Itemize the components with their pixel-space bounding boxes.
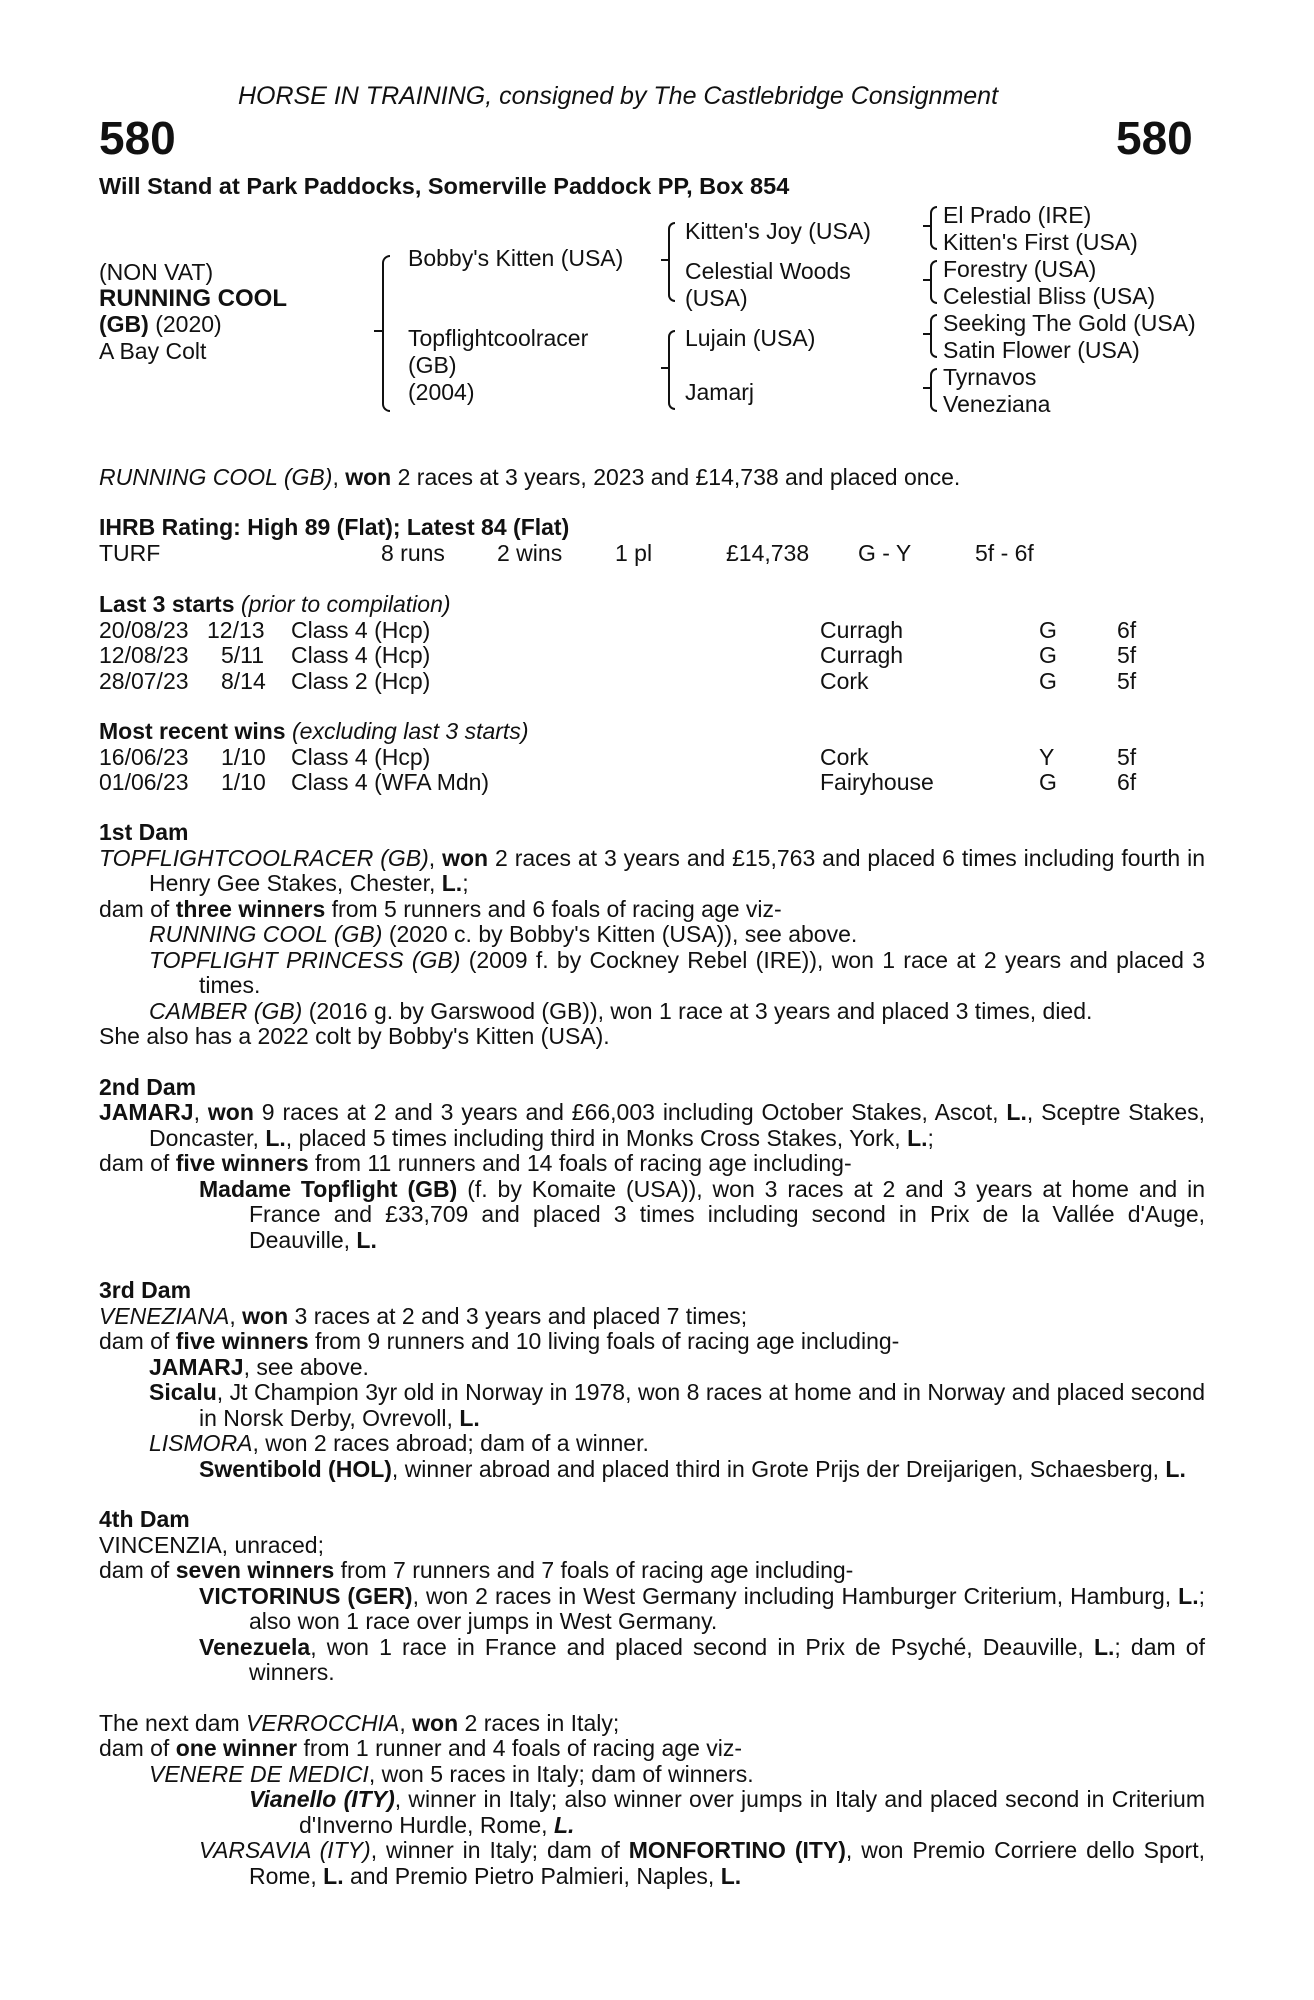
pedigree-sire: Bobby's Kitten (USA) [408, 245, 624, 271]
third-dam-produce [99, 1329, 1205, 1355]
rating-surface: TURF [99, 540, 161, 566]
pedigree-dsd: Satin Flower (USA) [943, 337, 1140, 363]
third-dam-child [99, 1380, 1205, 1431]
child-name: RUNNING COOL (GB) [149, 921, 383, 947]
child-name: Madame Topflight (GB) [199, 1175, 458, 1202]
grandchild-name: MONFORTINO (ITY) [628, 1837, 846, 1863]
win-position: 1/10 [221, 769, 266, 795]
start-course: Curragh [820, 616, 904, 643]
ihrb-rating: IHRB Rating: High 89 (Flat); Latest 84 (Flat) [99, 514, 570, 540]
third-dam-child [99, 1431, 1205, 1457]
win-course: Cork [820, 743, 869, 770]
pedigree-dam-line1: Topflightcoolracer [408, 325, 589, 351]
listed-marker: L. [1093, 1633, 1115, 1660]
vat-status: (NON VAT) [99, 259, 214, 285]
start-course: Curragh [820, 642, 904, 668]
listed-marker: L. [553, 1811, 575, 1838]
start-position: 5/11 [221, 642, 265, 668]
child-rest: (2016 g. by Garswood (GB)), won 1 race at 3 years and placed 3 times, died. [302, 997, 1093, 1024]
child-rest: ; also won 1 race over jumps in West Germany. [249, 1582, 1205, 1634]
text: 2 races in Italy; [458, 1709, 620, 1736]
next-dam-record: The next dam VERROCCHIA, won 2 races in Italy; [99, 1709, 620, 1736]
start-date: 28/07/23 [99, 667, 189, 694]
race-summary: RUNNING COOL (GB), won 2 races at 3 years, 2023 and £14,738 and placed once. [99, 464, 961, 490]
first-dam-child [99, 922, 1205, 948]
pedigree-brace [668, 330, 675, 410]
first-dam-record: TOPFLIGHTCOOLRACER (GB), won 2 races at 3 years and £15,763 and placed 6 times including fourth in Henry Gee Stakes, Chester, L.; [99, 844, 1206, 896]
second-dam-record: JAMARJ, won 9 races at 2 and 3 years and £66,003 including October Stakes, Ascot, L., Sceptre Stakes, Doncaster, L., placed 5 times including third in Monks Cross Stakes, York, L.; [99, 1099, 1206, 1151]
child-rest: , winner in Italy; dam of [370, 1837, 629, 1863]
fourth-dam-heading: 4th Dam [99, 1506, 190, 1532]
pedigree-ddd: Veneziana [943, 391, 1051, 417]
fourth-dam-produce [99, 1558, 1205, 1584]
rating-going: G - Y [858, 540, 912, 566]
text: , placed 5 times including third in Monks Cross Stakes, York, [285, 1124, 908, 1151]
pedigree-brace [382, 255, 390, 412]
next-dam-grandchild [99, 1787, 1205, 1838]
pedigree-sss: El Prado (IRE) [943, 202, 1092, 228]
win-race: Class 4 (WFA Mdn) [291, 769, 490, 795]
child-rest: , won 2 races in West Germany including Hamburger Criterium, Hamburg, [412, 1582, 1179, 1609]
listed-marker: L. [907, 1124, 928, 1151]
recent-wins-note: (excluding last 3 starts) [285, 718, 529, 744]
pedigree-sire-dam-line2: (USA) [685, 285, 748, 311]
won-label: won [207, 1099, 254, 1125]
pedigree-dam-sire: Lujain (USA) [685, 325, 816, 351]
text: from 7 runners and 7 foals of racing age including- [334, 1557, 854, 1583]
child-rest: , see above. [243, 1353, 369, 1380]
table-row [99, 669, 1205, 695]
second-dam-produce [99, 1151, 1205, 1177]
child-rest: , won 5 races in Italy; dam of winners. [368, 1760, 754, 1787]
start-race: Class 2 (Hcp) [291, 667, 431, 694]
child-rest: ; dam of winners. [249, 1633, 1205, 1685]
winners-count: three winners [175, 895, 326, 922]
text: from 5 runners and 6 foals of racing age viz- [325, 895, 782, 922]
first-dam-heading: 1st Dam [99, 819, 189, 845]
table-row [99, 618, 1205, 644]
first-dam-rest: 2 races at 3 years and £15,763 and placed 6 times including fourth in Henry Gee Stakes, Chester, [149, 844, 1206, 896]
third-dam-heading: 3rd Dam [99, 1277, 192, 1303]
listed-marker: L. [1178, 1582, 1199, 1609]
summary-won: won [345, 464, 392, 490]
next-dam-produce [99, 1736, 1205, 1762]
horse-origin-year [99, 312, 222, 338]
last-3-starts [99, 592, 1205, 694]
win-race: Class 4 (Hcp) [291, 743, 431, 770]
child-name: JAMARJ [149, 1353, 244, 1380]
child-rest: , Jt Champion 3yr old in Norway in 1978, won 8 races at home and in Norway and placed second in Norsk Derby, Ovrevoll, [199, 1379, 1205, 1431]
text: dam of [99, 1150, 176, 1176]
rating-placed: 1 pl [615, 540, 653, 566]
win-going: G [1039, 769, 1057, 795]
last3-title: Last 3 starts [99, 591, 235, 617]
start-race: Class 4 (Hcp) [291, 642, 431, 668]
table-row [99, 745, 1205, 771]
text: 3 races at 2 and 3 years and placed 7 times; [288, 1302, 748, 1329]
most-recent-wins [99, 719, 1205, 796]
win-distance: 6f [1117, 769, 1137, 795]
rating-wins: 2 wins [497, 540, 563, 566]
horse-description: A Bay Colt [99, 338, 207, 364]
child-rest: (2020 c. by Bobby's Kitten (USA)), see above. [382, 921, 858, 947]
child-rest: (f. by Komaite (USA)), won 3 races at 2 and 3 years at home and in France and £33,709 and placed 3 times including second in Prix de la Vallée d'Auge, Deauville, [249, 1175, 1206, 1253]
text: from 1 runner and 4 foals of racing age viz- [297, 1735, 743, 1761]
listed-marker: L. [459, 1404, 480, 1431]
pedigree-dam-line2: (GB) [408, 352, 457, 378]
listed-marker: L. [265, 1124, 286, 1151]
text: dam of [99, 1328, 176, 1354]
child-name: Swentibold (HOL) [199, 1455, 392, 1482]
child-name: VICTORINUS (GER) [199, 1582, 413, 1609]
start-distance: 5f [1117, 642, 1137, 668]
won-label: won [442, 844, 489, 871]
child-rest: , won Premio Corriere dello Sport, Rome, [249, 1837, 1205, 1889]
child-rest: (2009 f. by Cockney Rebel (IRE)), won 1 race at 2 years and placed 3 times. [199, 946, 1206, 998]
text: dam of [99, 1557, 176, 1583]
pedigree-brace [668, 222, 675, 302]
child-rest: , won 2 races abroad; dam of a winner. [252, 1430, 649, 1456]
child-rest: , winner in Italy; also winner over jumps in Italy and placed second in Criterium d'Inverno Hurdle, Rome, [299, 1786, 1206, 1838]
start-position: 8/14 [221, 667, 266, 694]
start-going: G [1039, 667, 1057, 694]
child-name: Vianello (ITY) [249, 1786, 395, 1812]
text: 9 races at 2 and 3 years and £66,003 including October Stakes, Ascot, [253, 1099, 1007, 1125]
text: dam of [99, 1735, 176, 1761]
start-date: 12/08/23 [99, 642, 189, 668]
horse-name: RUNNING COOL [99, 285, 287, 312]
summary-horse-name: RUNNING COOL (GB) [99, 464, 333, 490]
pedigree-sire-dam-line1: Celestial Woods [685, 258, 851, 284]
first-dam-name: TOPFLIGHTCOOLRACER (GB) [99, 844, 429, 871]
winners-count: seven winners [175, 1557, 335, 1583]
child-name: CAMBER (GB) [149, 997, 303, 1024]
text: dam of [99, 895, 176, 922]
listed-marker: L. [356, 1226, 377, 1253]
first-dam-produce [99, 897, 1205, 923]
text: The next dam [99, 1709, 247, 1736]
fourth-dam-child [99, 1584, 1205, 1635]
horse-origin: (GB) [99, 311, 149, 337]
table-row [99, 643, 1205, 669]
pedigree-sdd: Celestial Bliss (USA) [943, 283, 1156, 309]
listed-marker: L. [1006, 1099, 1027, 1125]
first-dam-also: She also has a 2022 colt by Bobby's Kitten (USA). [99, 1023, 610, 1049]
third-dam-grandchild [99, 1457, 1205, 1483]
pedigree-sire-sire: Kitten's Joy (USA) [685, 218, 871, 244]
pedigree-ssd: Kitten's First (USA) [943, 229, 1138, 255]
second-dam-child [99, 1177, 1205, 1254]
lot-number-left: 580 [99, 112, 176, 164]
winners-count: five winners [175, 1150, 309, 1176]
winners-count: five winners [175, 1328, 309, 1354]
win-position: 1/10 [221, 743, 266, 770]
child-rest: , winner abroad and placed third in Grote Prijs der Dreijarigen, Schaesberg, [391, 1455, 1166, 1482]
child-name: Venezuela [199, 1633, 311, 1660]
child-rest: , won 1 race in France and placed second in Prix de Psyché, Deauville, [310, 1633, 1094, 1660]
child-name: LISMORA [149, 1430, 253, 1456]
fourth-dam-child [99, 1635, 1205, 1686]
win-date: 16/06/23 [99, 743, 189, 770]
table-row [99, 770, 1205, 796]
pedigree-dam-line3: (2004) [408, 379, 475, 405]
third-dam-child [99, 1355, 1205, 1381]
child-name: TOPFLIGHT PRINCESS (GB) [149, 946, 461, 973]
start-distance: 6f [1117, 616, 1137, 643]
start-race: Class 4 (Hcp) [291, 616, 431, 643]
rating-distance: 5f - 6f [975, 540, 1034, 566]
text: from 9 runners and 10 living foals of racing age including- [308, 1328, 900, 1354]
third-dam-record: VENEZIANA, won 3 races at 2 and 3 years and placed 7 times; [99, 1302, 748, 1329]
text: , Sceptre Stakes, Doncaster, [149, 1099, 1206, 1151]
listed-marker: L. [323, 1862, 344, 1889]
start-course: Cork [820, 667, 869, 694]
child-name: VARSAVIA (ITY) [199, 1837, 371, 1863]
pedigree-dds: Tyrnavos [943, 364, 1037, 390]
win-date: 01/06/23 [99, 769, 189, 795]
start-position: 12/13 [207, 616, 265, 643]
consignment-heading: HORSE IN TRAINING, consigned by The Castlebridge Consignment [238, 82, 999, 110]
lot-number-right: 580 [1116, 112, 1193, 164]
listed-marker: L. [1165, 1455, 1186, 1482]
second-dam-name: JAMARJ [99, 1099, 194, 1125]
first-dam-child [99, 948, 1205, 999]
horse-year: (2020) [155, 311, 222, 337]
win-distance: 5f [1117, 743, 1137, 770]
third-dam-name: VENEZIANA [99, 1302, 230, 1329]
child-rest: and Premio Pietro Palmieri, Naples, [343, 1862, 721, 1889]
listed-marker: L. [720, 1862, 742, 1889]
summary-rest: 2 races at 3 years, 2023 and £14,738 and placed once. [391, 464, 961, 490]
fourth-dam-record: VINCENZIA, unraced; [99, 1531, 324, 1558]
second-dam-heading: 2nd Dam [99, 1073, 197, 1100]
next-dam-name: VERROCCHIA [246, 1709, 400, 1736]
rating-earnings: £14,738 [726, 540, 810, 566]
stand-location: Will Stand at Park Paddocks, Somerville Paddock PP, Box 854 [99, 173, 790, 199]
text: from 11 runners and 14 foals of racing age including- [308, 1150, 852, 1176]
start-distance: 5f [1117, 667, 1137, 694]
start-going: G [1039, 616, 1057, 643]
pedigree-dam-dam: Jamarj [685, 379, 755, 405]
next-dam-child [99, 1762, 1205, 1788]
last3-note: (prior to compilation) [234, 591, 451, 617]
child-name: Sicalu [149, 1379, 217, 1405]
first-dam-child [99, 999, 1205, 1025]
win-going: Y [1039, 743, 1055, 770]
winners-count: one winner [175, 1735, 298, 1761]
punct: ; [462, 870, 469, 896]
pedigree-sds: Forestry (USA) [943, 256, 1097, 282]
pedigree-dss: Seeking The Gold (USA) [943, 310, 1196, 336]
next-dam-child [99, 1838, 1205, 1889]
rating-row [99, 541, 1205, 567]
punct: ; [927, 1124, 934, 1151]
won-label: won [412, 1709, 459, 1736]
listed-marker: L. [441, 870, 463, 896]
won-label: won [242, 1302, 289, 1329]
recent-wins-title: Most recent wins [99, 718, 286, 744]
family-section [99, 820, 1205, 1889]
start-going: G [1039, 642, 1057, 668]
win-course: Fairyhouse [820, 769, 934, 795]
child-name: VENERE DE MEDICI [149, 1760, 369, 1787]
rating-runs: 8 runs [381, 540, 445, 566]
start-date: 20/08/23 [99, 616, 189, 643]
